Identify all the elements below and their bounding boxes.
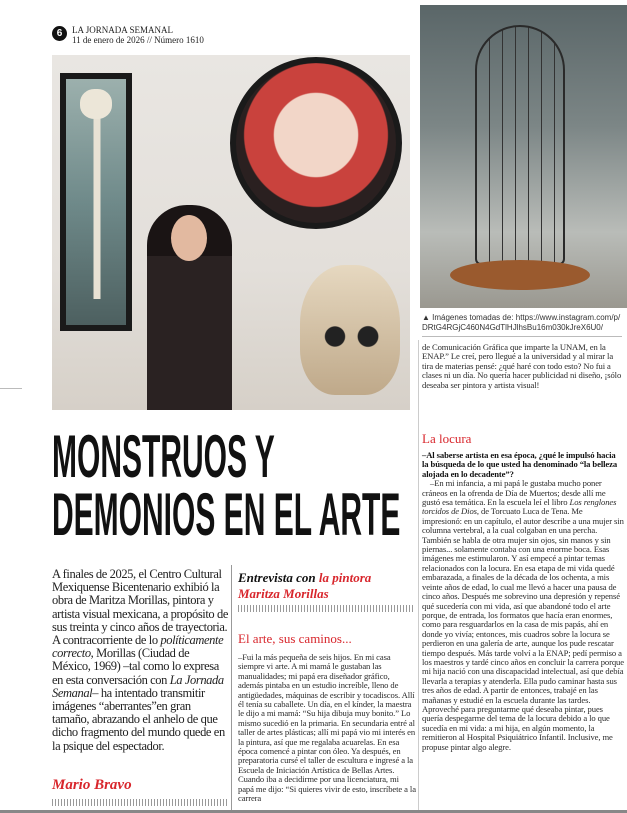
issue-date: 11 de enero de 2026 // Número 1610 [72, 35, 204, 45]
interview-subject: la pintora Maritza Morillas [238, 570, 372, 601]
publication-name: LA JORNADA SEMANAL [72, 25, 174, 35]
interview-question: –Al saberse artista en esa época, ¿qué le impulsó hacia la búsqueda de lo que usted ha denominado “la belleza alojada en lo decadente”? [422, 450, 618, 479]
margin-rule [0, 388, 22, 389]
publication-header [72, 25, 204, 45]
section-el-arte-body: –Fui la más pequeña de seis hijos. En mi casa siempre vi arte. A mi mamá le gustaban las manualidades; mi papá era diseñador gráfico, además pintaba en un estudio increíble, lleno de antigüedades, máquinas de escribir y tocadiscos. Allí él tenía su caballete. Un día, en el kínder, la maestra le dijo a mi mamá: “Su hija dibuja muy bonito.” Lo mismo sucedió en la primaria. En secundaria entré al taller de artes plásticas; allí mi papá vio mi interés en la pintura, así que me regalaba acuarelas. En esa época comencé a pintar con óleo. Ya después, en preparatoria cursé el taller de escultura e ingresé a la Escuela de Iniciación Artística de Bellas Artes. Cuando iba a decidirme por una licenciatura, mi papá me dijo: “Si quieres vivir de esto, inscríbete a la carrera [238, 652, 416, 804]
main-photo-artist-with-paintings [52, 55, 410, 410]
page-number-badge: 6 [52, 26, 67, 41]
intro-text-3: – ha intentado transmitir imágenes “aberrantes”en gran tamaño, abrazando el anhelo de que dicho fragmento del mundo quede en la psique del espectador. [52, 685, 225, 753]
cage [475, 25, 565, 265]
headline-line-1: MONSTRUOS Y [52, 423, 275, 490]
photo-caption [422, 313, 622, 333]
intro-italic: políticamente correcto, [52, 633, 224, 661]
author-byline: Mario Bravo [52, 777, 132, 793]
column-divider [418, 340, 419, 810]
book-title: Los renglones torcidos de Dios [422, 497, 617, 517]
article-headline [52, 423, 412, 548]
answer-text: –En mi infancia, a mi papá le gustaba mucho poner cráneos en la ofrenda de Día de Muertos; desde allí me gustó esa temática. En la escuela leí el libro [422, 478, 606, 508]
triangle-up-icon: ▲ [422, 313, 433, 322]
column-divider-left [231, 565, 232, 810]
section-title-la-locura: La locura [422, 431, 472, 446]
decorative-hatch [52, 799, 228, 806]
cage-base [450, 260, 590, 290]
skull-painting [300, 265, 400, 395]
right-column-intro-text: de Comunicación Gráfica que imparte la UNAM, en la ENAP.” Le creí, pero llegué a la universidad y al mirar la tira de materias pensé: ¿qué haré con todo esto? No fui a clases ni un día. No quería hacer publicidad ni diseño, ¡sólo deseaba ser pintora y artista visual! [422, 342, 622, 390]
interview-kicker [238, 570, 413, 602]
interview-prefix: Entrevista con [238, 570, 319, 585]
article-intro [52, 568, 230, 753]
section-la-locura-body [422, 451, 624, 752]
caption-divider [422, 336, 622, 337]
intro-publication: La Jornada Semanal [52, 672, 224, 700]
birdcage-sculpture-photo [420, 5, 627, 308]
decorative-hatch-2 [238, 605, 414, 612]
intro-text-2: Morillas (Ciudad de México, 1969) –tal como lo expresa en esta conversación con [52, 646, 219, 687]
skeleton-painting [60, 73, 132, 331]
caption-text: Imágenes tomadas de: https://www.instagram.com/p/DRtG4RGjC460N4GdTlHJlhsBu16m030kJreX6U0/ [422, 313, 621, 332]
round-baby-painting [230, 57, 402, 229]
artist-figure [147, 205, 232, 410]
headline-line-2: DEMONIOS EN EL ARTE [52, 481, 401, 548]
intro-text: A finales de 2025, el Centro Cultural Mexiquense Bicentenario exhibió la obra de Maritza Morillas, pintora y artista visual mexicana, a propósito de sus treinta y cinco años de trayectoria. A contracorriente de lo [52, 567, 229, 648]
section-title-el-arte: El arte, sus caminos... [238, 631, 352, 646]
answer-text-cont: , de Torcuato Luca de Tena. Me impresionó: en un capítulo, el autor describe a una mujer sin columna vertebral, a la cual colgaban en una percha. También se habla de otra mujer sin ojos, sin manos y sin piernas... solamente contaba con una enorme boca. Esas imágenes me estimularon. Y así empecé a pintar temas relacionados con la locura. En esa etapa de mi vida quedé embarazada, a finales de la década de los ochenta, a mis veinte años de edad, lo cual me llevó a hacer una pausa de cinco años. Después me sobrevino una depresión y repensé qué sucedería con mi vida, así que abandoné todo el arte porque, de entrada, los formatos que hacía eran enormes, como para resguardarlos en la casa de mis papás, ahí en donde yo vivía; entonces, mis cuadros sobre la locura se perdieron en una galería de arte, aunque los pude rescatar tiempo después. Más tarde volví a la ENAP; pedí permiso a los maestros y tardé cinco años en concluir la carrera porque mi hija nació con una discapacidad intelectual, así que debía llevarla a terapias y atenderla. Ella pudo caminar hasta sus tres años de edad. A partir de entonces, trabajé en las mañanas y estudié en la escuela durante las tardes. Aproveché para preguntarme qué deseaba pintar, pues quería despegarme del tema de la locura debido a lo que sucedía en mi vida: a mi hija, en algún momento, la remitieron al Hospital Psiquiátrico Infantil. Inclusive, me propuse pintar algo alegre. [422, 506, 624, 752]
